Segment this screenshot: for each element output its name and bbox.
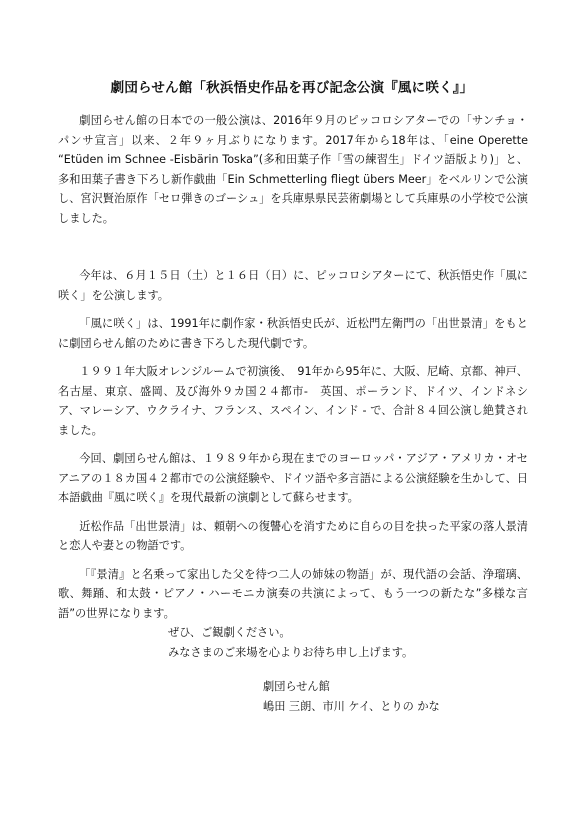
signature-block xyxy=(263,677,440,716)
spacer xyxy=(58,508,528,517)
closing-line: みなさまのご来場を心よりお待ち申し上げます。 xyxy=(168,645,414,659)
signature-names: 嶋田 三朗、市川 ケイ、とりの かな xyxy=(263,699,440,713)
paragraph-story: 近松作品「出世景清」は、頼朝への復讐心を消すために自らの目を抉った平家の落人景清と恋人や妻との物語です。 xyxy=(58,519,528,552)
document-body xyxy=(58,111,528,623)
paragraph-tour: １９９１年大阪オレンジルームで初演後、 91年から95年に、大阪、尼崎、京都、神戸、名古屋、東京、盛岡、及び海外９カ国２４都市- 英国、ポーランド、ドイツ、インドネシア、マレーシア、ウクライナ、フランス、スペイン、インド - で、合計８４回公演し絶賛されました。 xyxy=(58,365,528,437)
spacer xyxy=(58,228,528,266)
signature-company: 劇団らせん館 xyxy=(263,680,330,693)
spacer xyxy=(58,440,528,449)
spacer xyxy=(58,556,528,565)
document-title: 劇団らせん館「秋浜悟史作品を再び記念公演『風に咲く』」 xyxy=(110,80,474,96)
paragraph-history: 劇団らせん館の日本での一般公演は、2016年９月のピッコロシアターでの「サンチョ・パンサ宣言」以来、２年９ヶ月ぶりになります。2017年から18年は、「eine Operette “Etüden im Schnee -Eisbärin Toska”(多和田葉子作「雪の練習生」ドイツ語版より)」と、多和田葉子書き下ろし新作戯曲「Ein Schmetterling fliegt übers Meer」をベルリンで公演し、宮沢賢治原作「セロ弾きのゴーシュ」を兵庫県県民芸術劇場として兵庫県の小学校で公演しました。 xyxy=(58,114,528,225)
paragraph-revival: 今回、劇団らせん館は、１９８９年から現在までのヨーロッパ・アジア・アメリカ・オセアニアの１８カ国４２都市での公演経験や、ドイツ語や多言語による公演経験を生かして、日本語戯曲『風に咲く』を現代最新の演劇として蘇らせます。 xyxy=(58,452,528,504)
paragraph-sisters: 「『景清』と名乗って家出した父を待つ二人の姉妹の物語」が、現代語の会話、浄瑠璃、歌、舞踊、和太鼓・ピアノ・ハーモニカ演奏の共演によって、もう一つの新たな”多様な言語”の世界になります。 xyxy=(58,567,528,620)
closing-line: ぜひ、ご観劇ください。 xyxy=(168,626,291,639)
paragraph-schedule: 今年は、６月１５日（土）と１６日（日）に、ピッコロシアターにて、秋浜悟史作「風に咲く」を公演します。 xyxy=(58,269,528,302)
spacer xyxy=(58,353,528,362)
spacer xyxy=(58,305,528,314)
closing-message xyxy=(168,623,413,662)
paragraph-play-origin: 「風に咲く」は、1991年に劇作家・秋浜悟史氏が、近松門左衛門の「出世景清」をもとに劇団らせん館のために書き下ろした現代劇です。 xyxy=(58,317,528,350)
